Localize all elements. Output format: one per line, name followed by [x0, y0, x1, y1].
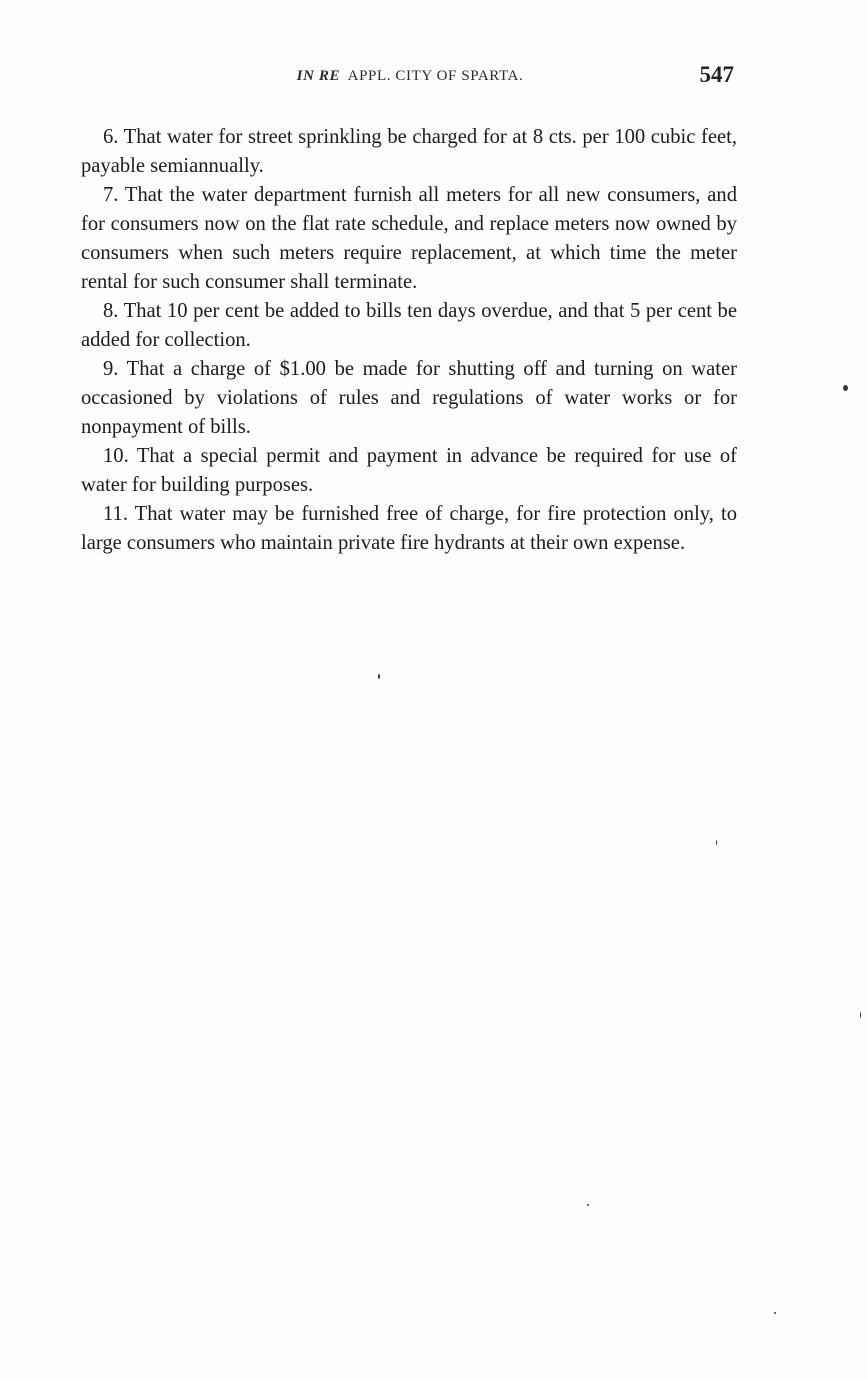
scan-speck [843, 385, 848, 391]
paragraph-item-9: 9. That a charge of $1.00 be made for shutting off and turning on water occasioned by violations of rules and regulations of water works or for nonpayment of bills. [81, 358, 737, 438]
paragraph-item-11: 11. That water may be furnished free of charge, for fire protection only, to large consumers who maintain private fire hydrants at their own expense. [81, 503, 737, 554]
running-head-title [82, 68, 738, 85]
running-head-italic: IN RE [296, 68, 341, 84]
paragraph-item-7: 7. That the water department furnish all meters for all new consumers, and for consumers now on the flat rate schedule, and replace meters now owned by consumers when such meters require replacement, at which time the meter rental for such consumer shall terminate. [81, 184, 737, 293]
scan-speck [774, 1312, 776, 1314]
scan-speck [860, 1012, 861, 1018]
body-text [81, 123, 737, 558]
running-head-text: APPL. CITY OF SPARTA. [347, 68, 524, 84]
scan-speck [716, 840, 717, 845]
paragraph-item-8: 8. That 10 per cent be added to bills ten days overdue, and that 5 per cent be added for collection. [81, 300, 737, 351]
running-head [82, 62, 738, 96]
paragraph-item-10: 10. That a special permit and payment in advance be required for use of water for building purposes. [81, 445, 737, 496]
scan-speck [378, 674, 380, 679]
scan-speck [587, 1204, 589, 1206]
page-number: 547 [699, 62, 734, 87]
paragraph-item-6: 6. That water for street sprinkling be charged for at 8 cts. per 100 cubic feet, payable semiannually. [81, 126, 737, 177]
